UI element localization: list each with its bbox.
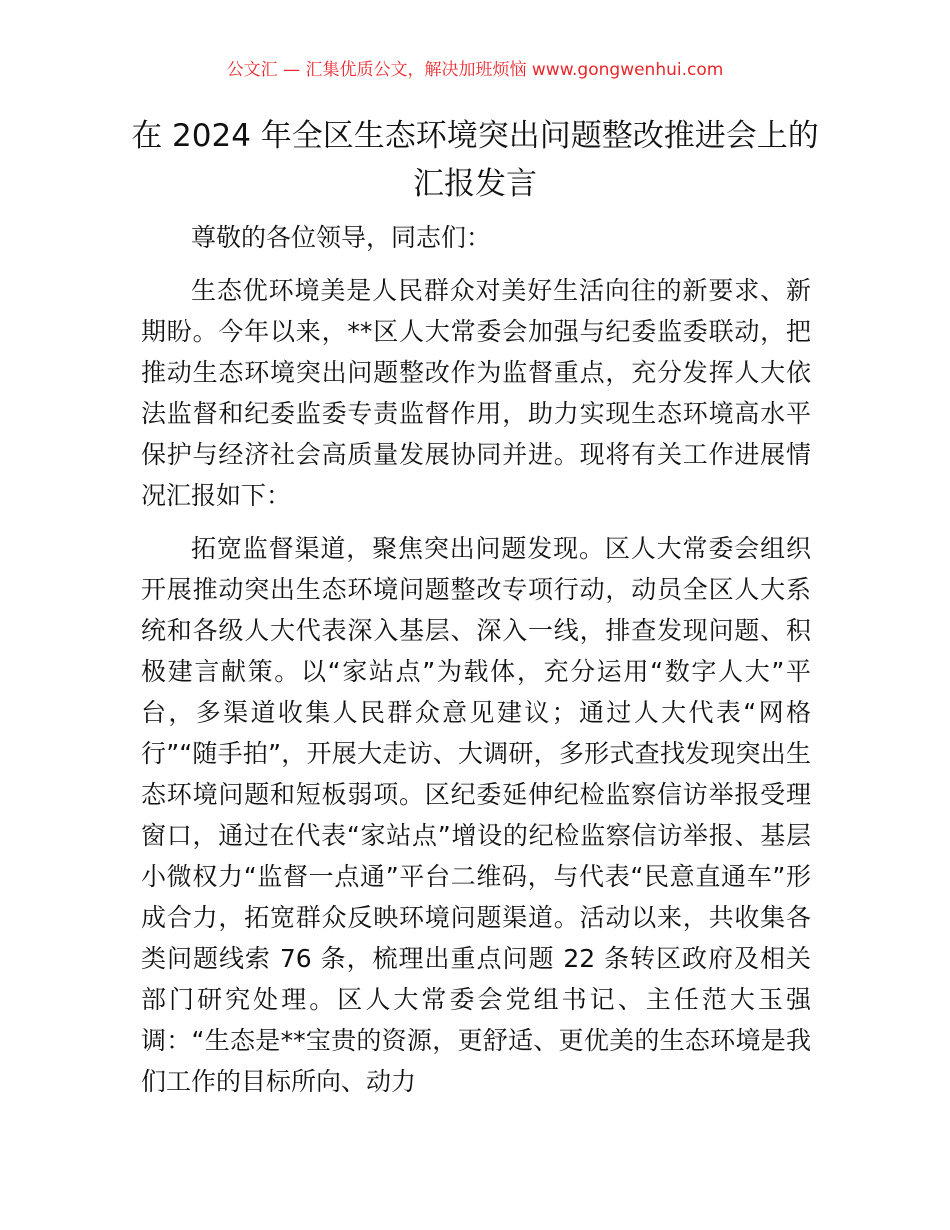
salutation: 尊敬的各位领导，同志们： <box>191 223 492 252</box>
paragraph: 拓宽监督渠道，聚焦突出问题发现。区人大常委会组织开展推动突出生态环境问题整改专项行动，动员全区人大系统和各级人大代表深入基层、深入一线，排查发现问题、积极建言献策。以“家站点”为载体，充分运用“数字人大”平台，多渠道收集人民群众意见建议；通过人大代表“网格行”“随手拍”，开展大走访、大调研，多形式查找发现突出生态环境问题和短板弱项。区纪委延伸纪检监察信访举报受理窗口，通过在代表“家站点”增设的纪检监察信访举报、基层小微权力“监督一点通”平台二维码，与代表“民意直通车”形成合力，拓宽群众反映环境问题渠道。活动以来，共收集各类问题线索 76 条，梳理出重点问题 22 条转区政府及相关部门研究处理。区人大常委会党组书记、主任范大玉强调：“生态是**宝贵的资源，更舒适、更优美的生态环境是我们工作的目标所向、动力 <box>141 534 811 1096</box>
header-banner: 公文汇 — 汇集优质公文，解决加班烦恼 www.gongwenhui.com <box>226 60 724 80</box>
document-body <box>141 217 811 1102</box>
document-title: 在 2024 年全区生态环境突出问题整改推进会上的汇报发言 <box>131 118 819 202</box>
paragraph: 生态优环境美是人民群众对美好生活向往的新要求、新期盼。今年以来，**区人大常委会加强与纪委监委联动，把推动生态环境突出问题整改作为监督重点，充分发挥人大依法监督和纪委监委专责监督作用，助力实现生态环境高水平保护与经济社会高质量发展协同并进。现将有关工作进展情况汇报如下： <box>141 276 811 510</box>
